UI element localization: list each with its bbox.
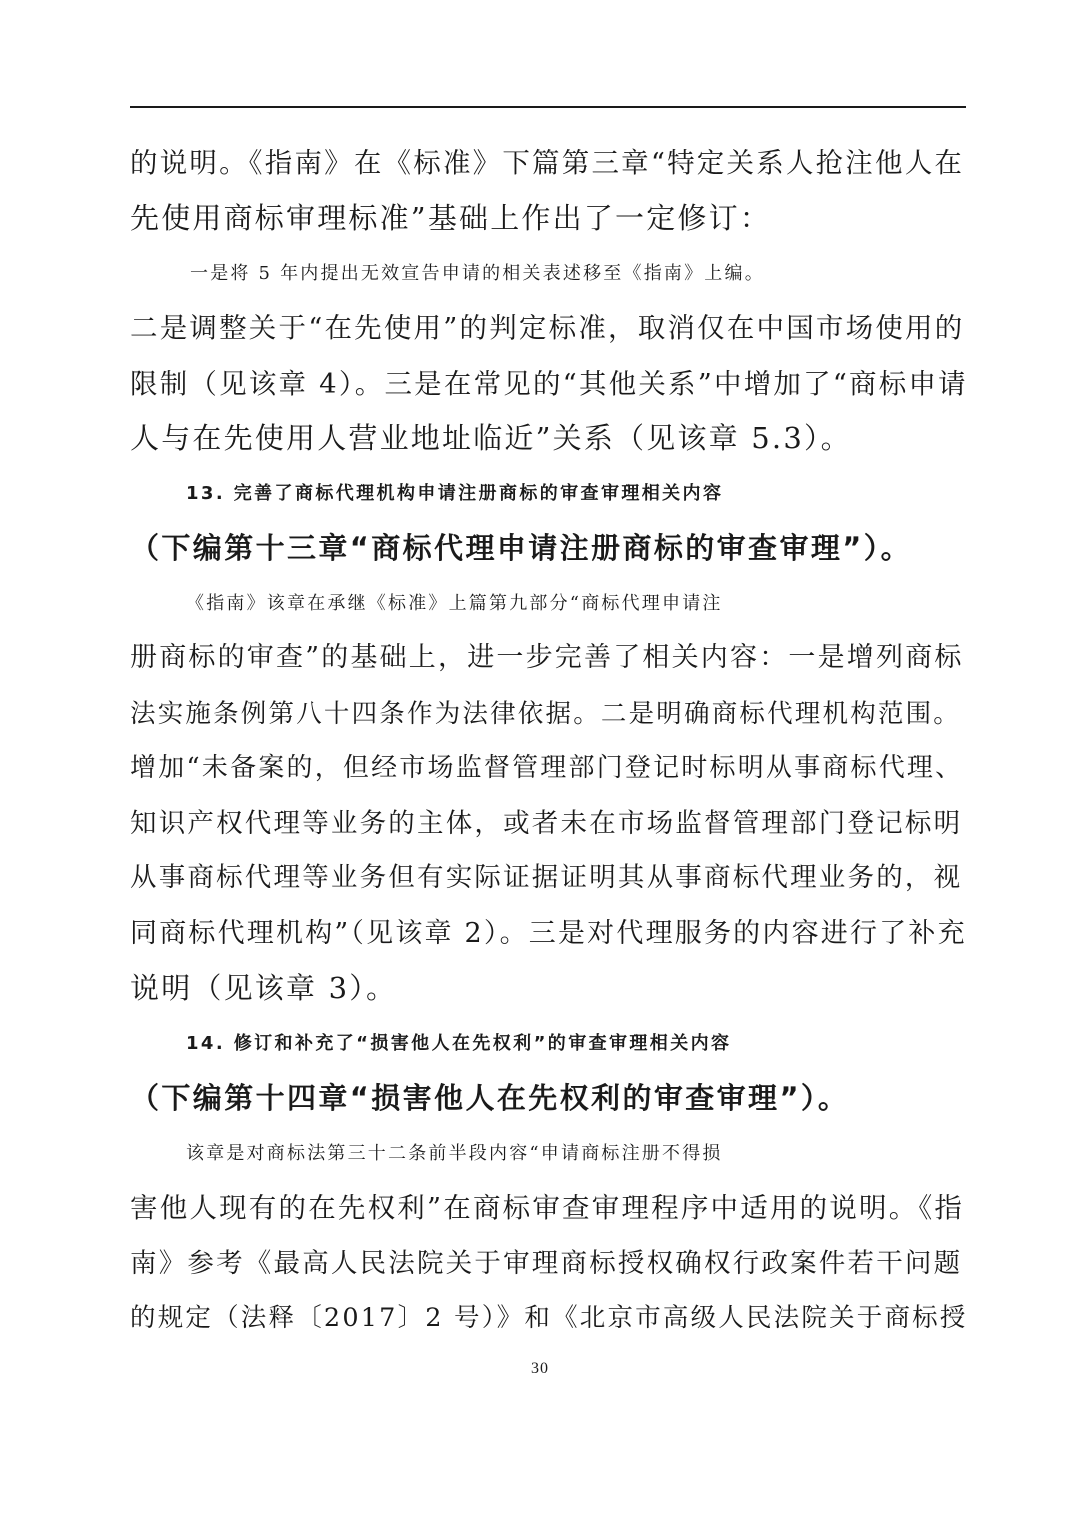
text-line: 一是将 5 年内提出无效宣告申请的相关表述移至《指南》上编。 bbox=[190, 263, 765, 284]
text-line: 人与在先使用人营业地址临近”关系（见该章 5.3）。 bbox=[130, 421, 852, 455]
text-line: 害他人现有的在先权利”在商标审查审理程序中适用的说明。《指 bbox=[130, 1192, 965, 1224]
section-heading: 13. 完善了商标代理机构申请注册商标的审查审理相关内容 bbox=[186, 483, 724, 504]
text-line: 的说明。《指南》在《标准》下篇第三章“特定关系人抢注他人在 bbox=[130, 147, 965, 179]
text-line: 《指南》该章在承继《标准》上篇第九部分“商标代理申请注 bbox=[186, 593, 723, 614]
text-line: 增加“未备案的，但经市场监督管理部门登记时标明从事商标代理、 bbox=[130, 753, 964, 783]
text-line: 该章是对商标法第三十二条前半段内容“申请商标注册不得损 bbox=[186, 1143, 723, 1164]
text-line: 说明（见该章 3）。 bbox=[130, 971, 398, 1005]
text-line: 的规定（法释〔2017〕2 号）》和《北京市高级人民法院关于商标授 bbox=[130, 1303, 968, 1333]
text-line: 限制（见该章 4）。三是在常见的“其他关系”中增加了“商标申请 bbox=[130, 368, 968, 400]
page-number: 30 bbox=[531, 1360, 549, 1377]
text-line: 从事商标代理等业务但有实际证据证明其从事商标代理业务的，视 bbox=[130, 862, 963, 893]
header-rule bbox=[130, 106, 966, 108]
text-line: 册商标的审查”的基础上，进一步完善了相关内容：一是增列商标 bbox=[130, 642, 964, 673]
text-line: 法实施条例第八十四条作为法律依据。二是明确商标代理机构范围。 bbox=[130, 699, 962, 729]
section-heading: （下编第十四章“损害他人在先权利的审查审理”）。 bbox=[130, 1081, 850, 1115]
text-line: 先使用商标审理标准”基础上作出了一定修订： bbox=[130, 201, 772, 235]
section-heading: 14. 修订和补充了“损害他人在先权利”的审查审理相关内容 bbox=[186, 1033, 732, 1054]
text-line: 南》参考《最高人民法院关于审理商标授权确权行政案件若干问题 bbox=[130, 1248, 963, 1279]
section-heading: （下编第十三章“商标代理申请注册商标的审查审理”）。 bbox=[130, 531, 913, 565]
text-line: 同商标代理机构”（见该章 2）。三是对代理服务的内容进行了补充 bbox=[130, 918, 967, 949]
text-line: 知识产权代理等业务的主体，或者未在市场监督管理部门登记标明 bbox=[130, 808, 963, 839]
text-line: 二是调整关于“在先使用”的判定标准，取消仅在中国市场使用的 bbox=[130, 312, 965, 344]
